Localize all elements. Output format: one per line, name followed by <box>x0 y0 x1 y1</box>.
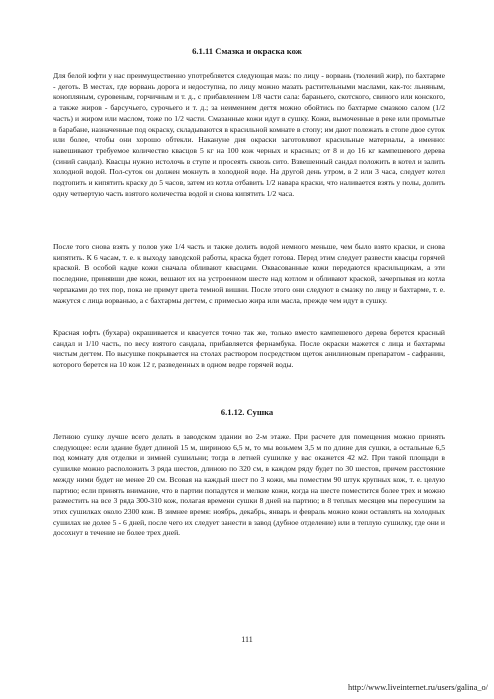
source-url-footer: http://www.liveinternet.ru/users/galina_o/ <box>348 683 488 692</box>
body-paragraph: Красная юфть (бухара) окрашивается и квасуется точно так же, только вместо кампешевого дерева берется красный сандал и 1/10 часть, по весу взятого сандала, прибавляется фернамбука. После окраски мажется с лица и бахтармы чистым дегтем. По высушке покрывается на столах раствором посредством щеток анилиновым препаратом - сафранин, которого берется на 10 кож 12 г, разведенных в одном ведре горячей воды. <box>53 328 445 370</box>
section-heading-drying: 6.1.12. Сушка <box>220 407 274 417</box>
body-paragraph: Летнюю сушку лучше всего делать в заводском здании во 2-м этаже. При расчете для помещения можно принять следующее: если здание будет длиной 15 м, шириною 6,5 м, то мы возьмем 3,5 м по длине для сушки, а остальные 6,5 под комнату для отделки и зимней сушильни; тогда в летней сушилке у вас окажется 42 м2. При такой площади в сушилке можно расположить 3 ряда шестов, длиною по 320 см, в каждом ряду будет по 30 шестов, причем расстояние между ними будет не менее 20 см. Всовая на каждый шест по 3 кожи, мы поместим 90 штук крупных кож, т. е. целую партию; если принять внимание, что в партии попадутся и мелкие кожи, когда на шесте поместится более трех и можно разместить на все 3 ряда 300-310 кож, полагая времени сушки 8 дней на партию; в 8 теплых месяцев мы пересушим за этих сушилках около 2300 кож. В зимнее время: ноябрь, декабрь, январь и февраль можно кожи оставлять на холодных сушилах не долее 5 - 6 дней, после чего их следует занести в завод (дубное отделение) или в теплую сушилку, где они и досохнут в течение не более трех дней. <box>53 432 445 538</box>
body-paragraph: После того снова взять у полов уже 1/4 часть и также долить водой немного меньше, чем было взято краски, и снова кипятить. К 6 часам, т. е. к выходу заводской работы, краска будет готова. Перед этим следует развести квасцы горячей краской. В особой кадке кожи сначала обливают квасцами. Оквасованные кожи передаются красильщикам, а эти последние, принявши две кожи, вешают их на устроенном шесте над котлом и обливают краской, зачерпывая из котла черпаками до тех пор, пока не примут цвета темной вишни. После этого они следуют в смазку по лицу и бахтарме, т. е. мажутся с лица ворванью, а с бахтармы дегтем, с примесью жира или масла, прежде чем идут в сушку. <box>53 242 445 305</box>
section-heading-lubrication-dyeing: 6.1.11 Смазка и окраска кож <box>192 46 302 56</box>
body-paragraph: Для белой юфти у нас преимущественно употребляется следующая мазь: по лицу - ворвань (тюлений жир), по бахтарме - деготь. В местах, где ворвань дорога и недоступна, по лицу можно мазать растительными маслами, как-то: льняным, конопляным, суровеным, горчичным и т. д., с прибавлением 1/8 части сала: бараньего, скотского, свиного или конского, а также жиров - барсучьего, сурочьего и т. д.; за неимением дегтя можно обойтись по бахтарме смазкою салом (1/2 часть) и жиром или маслом, тоже по 1/2 части. Смазанные кожи идут в сушку. Кожи, вымоченные в реке или промытые в барабане, назначенные под окраску, складываются в красильной комнате в стопу; им дают полежать в стопе двое суток или более, чтобы они хорошо обтекли. Накануне дня окраски заготовляют красильные материалы, а именно: навешивают требуемое количество квасцов 5 кг на 100 кож черных и красных; от 8 и до 16 кг кампешевого дерева (синий сандал). Квасцы нужно истолочь в ступе и просеять сквозь сито. Взвешенный сандал положить в котел и залить холодной водой. Пол-суток он должен мокнуть в холодной воде. На другой день утром, в 2 или 3 часа, следует котел подтопить и кипятить краску до 5 часов, затем из котла отбавить 1/2 навара краски, что наливается взять у полы, долить одну четвертую часть взятого количества водой и снова кипятить 1/2 часа. <box>53 71 445 198</box>
page-number: 111 <box>241 635 253 644</box>
